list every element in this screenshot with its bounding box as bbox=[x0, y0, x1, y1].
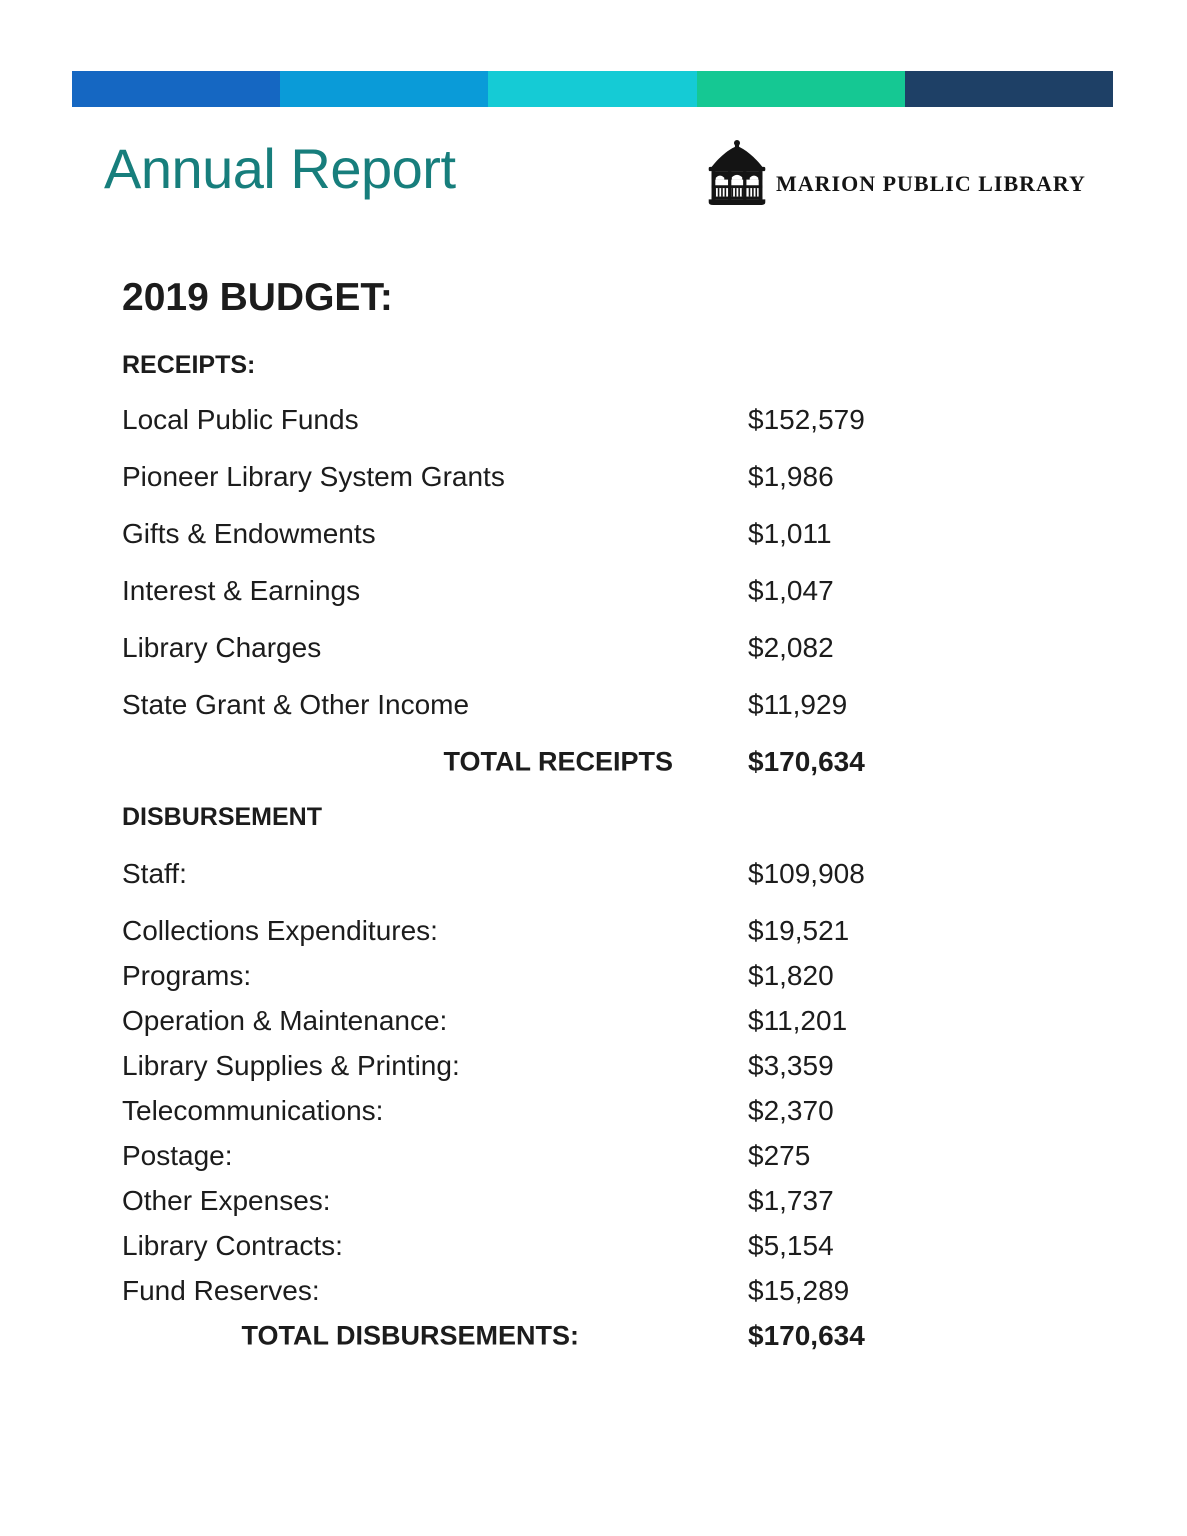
row-label: Telecommunications: bbox=[122, 1094, 384, 1126]
library-logo bbox=[706, 140, 1086, 206]
row-value: $3,359 bbox=[748, 1049, 834, 1081]
receipts-row bbox=[122, 676, 1065, 733]
total-disbursements-value: $170,634 bbox=[748, 1320, 865, 1351]
row-value: $109,908 bbox=[748, 857, 865, 889]
page-title: Annual Report bbox=[104, 137, 456, 200]
disbursement-heading: DISBURSEMENT bbox=[122, 803, 323, 831]
receipts-rows bbox=[122, 391, 1065, 790]
total-disbursements-row bbox=[122, 1313, 1065, 1359]
row-label: Library Charges bbox=[122, 631, 322, 663]
row-label: State Grant & Other Income bbox=[122, 688, 470, 720]
row-value: $1,986 bbox=[748, 460, 834, 492]
disbursement-row bbox=[122, 1223, 1065, 1268]
total-receipts-label: TOTAL RECEIPTS bbox=[443, 746, 673, 776]
row-value: $1,820 bbox=[748, 959, 834, 991]
row-label: Postage: bbox=[122, 1139, 233, 1171]
budget-heading: 2019 BUDGET: bbox=[122, 276, 393, 319]
row-label: Pioneer Library System Grants bbox=[122, 460, 505, 492]
disbursement-row bbox=[122, 845, 1065, 902]
disbursement-rows bbox=[122, 845, 1065, 1359]
row-value: $11,201 bbox=[748, 1004, 848, 1036]
receipts-heading: RECEIPTS: bbox=[122, 351, 256, 379]
disbursement-row bbox=[122, 1268, 1065, 1313]
total-receipts-value: $170,634 bbox=[748, 745, 865, 777]
row-label: Collections Expenditures: bbox=[122, 914, 438, 946]
receipts-row bbox=[122, 448, 1065, 505]
total-disbursements-label: TOTAL DISBURSEMENTS: bbox=[241, 1320, 579, 1351]
row-value: $275 bbox=[748, 1139, 811, 1171]
row-label: Fund Reserves: bbox=[122, 1274, 320, 1306]
accent-bar-segment-4 bbox=[697, 71, 905, 107]
row-label: Interest & Earnings bbox=[122, 574, 361, 606]
disbursement-row bbox=[122, 1088, 1065, 1133]
disbursement-row bbox=[122, 1133, 1065, 1178]
row-label: Programs: bbox=[122, 959, 252, 991]
disbursement-row bbox=[122, 908, 1065, 953]
row-value: $15,289 bbox=[748, 1274, 850, 1306]
row-label: Gifts & Endowments bbox=[122, 517, 376, 549]
row-value: $2,370 bbox=[748, 1094, 834, 1126]
row-value: $1,047 bbox=[748, 574, 834, 606]
receipts-row bbox=[122, 562, 1065, 619]
receipts-row bbox=[122, 391, 1065, 448]
receipts-row bbox=[122, 619, 1065, 676]
accent-bar-segment-1 bbox=[72, 71, 280, 107]
library-name: MARION PUBLIC LIBRARY bbox=[776, 171, 1086, 196]
accent-bar-segment-5 bbox=[905, 71, 1113, 107]
row-value: $1,011 bbox=[748, 517, 832, 549]
row-value: $1,737 bbox=[748, 1184, 834, 1216]
row-label: Local Public Funds bbox=[122, 403, 359, 435]
disbursement-row bbox=[122, 953, 1065, 998]
accent-color-bar bbox=[72, 71, 1113, 107]
disbursement-row bbox=[122, 1178, 1065, 1223]
total-receipts-row bbox=[122, 733, 1065, 790]
row-value: $19,521 bbox=[748, 914, 850, 946]
row-label: Library Contracts: bbox=[122, 1229, 343, 1261]
row-label: Staff: bbox=[122, 857, 187, 889]
row-label: Other Expenses: bbox=[122, 1184, 331, 1216]
row-value: $11,929 bbox=[748, 688, 848, 720]
accent-bar-segment-3 bbox=[488, 71, 696, 107]
disbursement-row bbox=[122, 1043, 1065, 1088]
row-value: $2,082 bbox=[748, 631, 834, 663]
disbursement-row bbox=[122, 998, 1065, 1043]
row-label: Operation & Maintenance: bbox=[122, 1004, 448, 1036]
budget-section bbox=[122, 276, 1065, 1359]
row-label: Library Supplies & Printing: bbox=[122, 1049, 460, 1081]
accent-bar-segment-2 bbox=[280, 71, 488, 107]
gazebo-icon bbox=[706, 140, 768, 206]
receipts-row bbox=[122, 505, 1065, 562]
row-value: $5,154 bbox=[748, 1229, 834, 1261]
row-value: $152,579 bbox=[748, 403, 865, 435]
